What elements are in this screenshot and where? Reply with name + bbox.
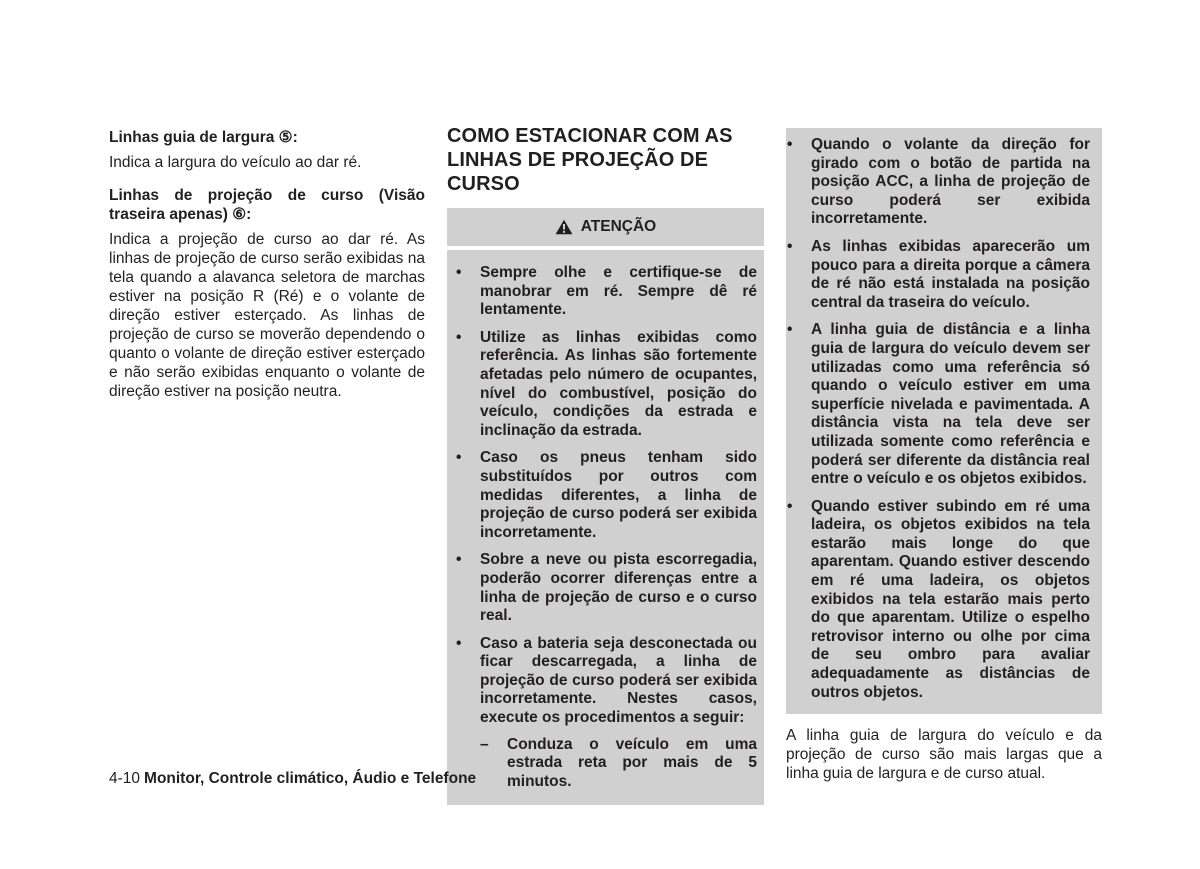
bullet-marker: • [787,237,793,255]
list-item-text: Quando estiver subindo em ré uma ladeira, os objetos exibidos na tela estarão mais longe do que aparentam. Quando estiver descendo em ré uma ladeira, os objetos exibidos na tela estarão mais perto do que aparentam. Utilize o espelho retrovisor interno ou olhe por cima de seu ombro para avaliar adequadamente as distâncias de outros objetos. [811,497,1090,701]
right-column [786,128,1102,783]
warning-triangle-icon [555,219,573,235]
list-item-text: Caso a bateria seja desconectada ou ficar descarregada, a linha de projeção de curso poderá ser exibida incorretamente. Nestes casos, execute os procedimentos a seguir: [480,634,757,727]
list-item [786,321,1090,488]
closing-paragraph: A linha guia de largura do veículo e da projeção de curso são mais largas que a linha guia de largura e de curso atual. [786,727,1102,783]
list-item [455,264,757,320]
list-item-text: A linha guia de distância e a linha guia de largura do veículo devem ser utilizadas como uma referência só quando o veículo estiver em uma superfície nivelada e pavimentada. A distância vista na tela deve ser utilizada somente como referência e poderá ser diferente da distância real entre o veículo e os objetos exibidos. [811,321,1090,488]
bullet-marker: • [456,328,462,346]
bullet-marker: • [787,136,793,153]
list-item [786,498,1090,703]
list-item-text: Sempre olhe e certifique-se de manobrar em ré. Sempre dê ré lentamente. [480,264,757,319]
warning-label: ATENÇÃO [580,218,657,235]
warning-list [455,264,757,791]
section-heading: COMO ESTACIONAR COM AS LINHAS DE PROJEÇÃO DE CURSO [447,125,733,195]
bullet-marker: • [787,321,793,339]
middle-column [447,125,764,805]
list-item-text: As linhas exibidas aparecerão um pouco para a direita porque a câmera de ré não está instalada na posição central da traseira do veículo. [811,237,1090,311]
list-item [786,136,1090,229]
chapter-title: Monitor, Controle climático, Áudio e Telefone [144,770,477,787]
bullet-marker: • [456,551,462,569]
subheading-course-projection: Linhas de projeção de curso (Visão traseira apenas) ⑥: [109,187,425,223]
list-item [786,238,1090,312]
list-item-text: Sobre a neve ou pista escorregadia, poderão ocorrer diferenças entre a linha de projeção de curso e o curso real. [480,551,757,625]
warning-header [447,208,764,246]
bullet-marker: • [787,497,793,515]
list-item-text: Caso os pneus tenham sido substituídos por outros com medidas diferentes, a linha de projeção de curso poderá ser exibida incorretamente. [480,449,757,541]
subheading-width-guide: Linhas guia de largura ⑤: [109,129,298,146]
bullet-marker: • [456,264,462,281]
bullet-marker: • [456,634,462,652]
list-item [455,551,757,625]
sub-list-item-text: Conduza o veículo em uma estrada reta por mais de 5 minutos. [507,735,757,790]
page-number: 4-10 [109,770,141,787]
warning-body [447,250,764,805]
continued-warning-box [786,128,1102,714]
page-footer [109,769,476,788]
list-item [455,449,757,542]
paragraph-course-projection: Indica a projeção de curso ao dar ré. As linhas de projeção de curso serão exibidas na tela quando a alavanca seletora de marchas estiver na posição R (Ré) e o volante de direção estiver esterçado. As linhas de projeção de curso se moverão dependendo o quanto o volante de direção estiver esterçado e não serão exibidas enquanto o volante de direção estiver na posição neutra. [109,231,425,400]
list-item [455,329,757,441]
bullet-marker: • [456,449,462,467]
left-column [109,128,425,401]
paragraph-width-guide: Indica a largura do veículo ao dar ré. [109,154,362,171]
list-item-text: Utilize as linhas exibidas como referência. As linhas são fortemente afetadas pelo número de ocupantes, nível do combustível, posição do veículo, condições da estrada e inclinação da estrada. [480,328,757,439]
dash-marker: – [480,735,489,753]
list-item-text: Quando o volante da direção for girado com o botão de partida na posição ACC, a linha de projeção de curso poderá ser exibida incorretamente. [811,136,1090,228]
sub-list [480,736,757,792]
list-item [455,635,757,792]
continued-warning-list [786,136,1090,702]
sub-list-item [480,736,757,792]
